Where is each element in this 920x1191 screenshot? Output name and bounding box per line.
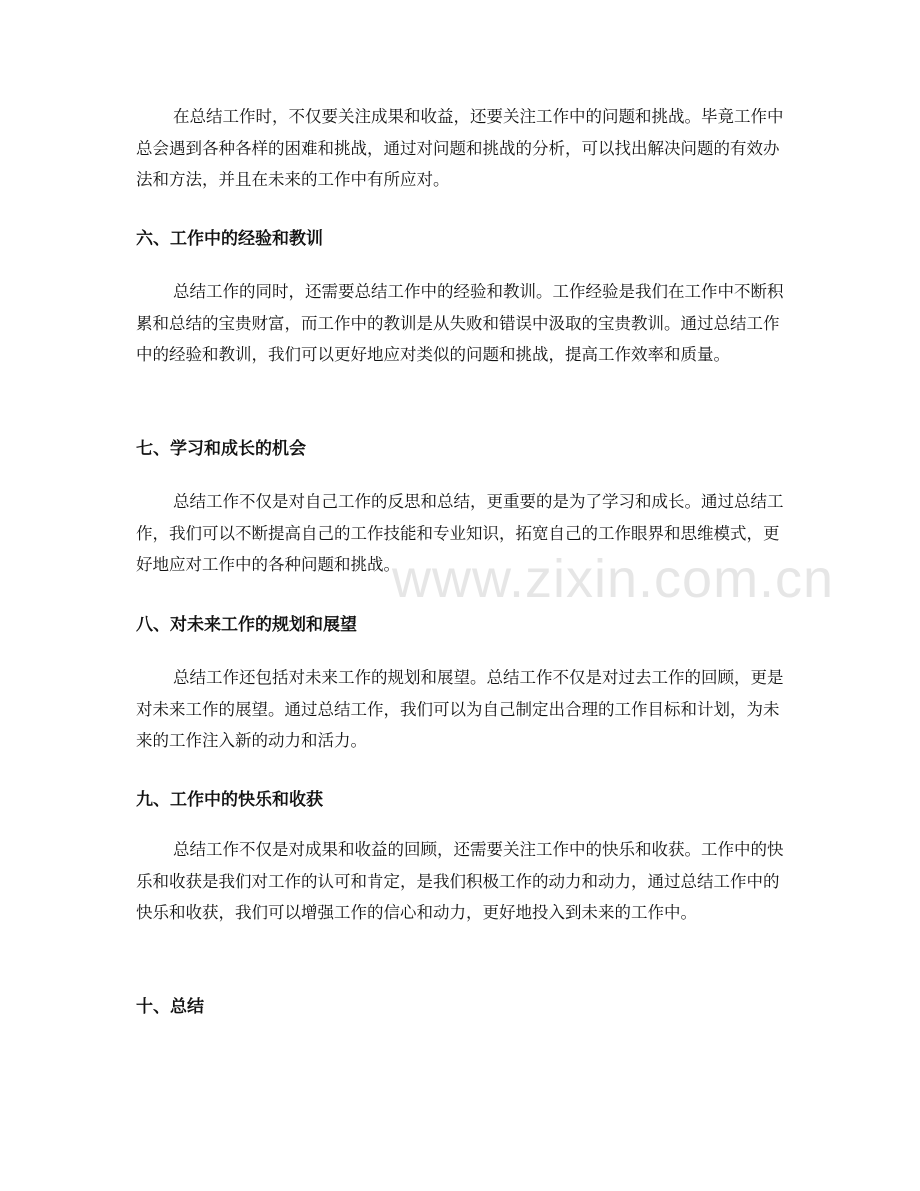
paragraph-future-planning — [136, 662, 786, 757]
section-heading-6 — [136, 227, 786, 251]
section-heading-7 — [136, 437, 786, 461]
heading-text: 六、工作中的经验和教训 — [136, 229, 323, 249]
paragraph-text: 总结工作不仅是对成果和收益的回顾，还需要关注工作中的快乐和收获。工作中的快乐和收获是我们对工作的认可和肯定，是我们积极工作的动力和动力，通过总结工作中的快乐和收获，我们可以增强工作的信心和动力，更好地投入到未来的工作中。 — [136, 840, 784, 923]
paragraph-learning-growth — [136, 486, 786, 581]
paragraph-experience-lessons — [136, 276, 786, 371]
paragraph-text: 总结工作还包括对未来工作的规划和展望。总结工作不仅是对过去工作的回顾，更是对未来工作的展望。通过总结工作，我们可以为自己制定出合理的工作目标和计划，为未来的工作注入新的动力和活力。 — [136, 668, 784, 751]
heading-text: 九、工作中的快乐和收获 — [136, 790, 323, 810]
paragraph-text: 在总结工作时，不仅要关注成果和收益，还要关注工作中的问题和挑战。毕竟工作中总会遇到各种各样的困难和挑战，通过对问题和挑战的分析，可以找出解决问题的有效办法和方法，并且在未来的工作中有所应对。 — [136, 107, 784, 190]
paragraph-text: 总结工作不仅是对自己工作的反思和总结，更重要的是为了学习和成长。通过总结工作，我们可以不断提高自己的工作技能和专业知识，拓宽自己的工作眼界和思维模式，更好地应对工作中的各种问题和挑战。 — [136, 492, 784, 575]
section-heading-10 — [136, 995, 786, 1019]
paragraph-problems-challenges — [136, 101, 786, 196]
paragraph-joy-gains — [136, 834, 786, 929]
heading-text: 十、总结 — [136, 997, 204, 1017]
section-heading-9 — [136, 788, 786, 812]
watermark: www.zixin.com.cn — [392, 549, 835, 609]
paragraph-text: 总结工作的同时，还需要总结工作中的经验和教训。工作经验是我们在工作中不断积累和总结的宝贵财富，而工作中的教训是从失败和错误中汲取的宝贵教训。通过总结工作中的经验和教训，我们可以更好地应对类似的问题和挑战，提高工作效率和质量。 — [136, 282, 784, 365]
heading-text: 八、对未来工作的规划和展望 — [136, 615, 357, 635]
heading-text: 七、学习和成长的机会 — [136, 439, 306, 459]
section-heading-8 — [136, 613, 786, 637]
